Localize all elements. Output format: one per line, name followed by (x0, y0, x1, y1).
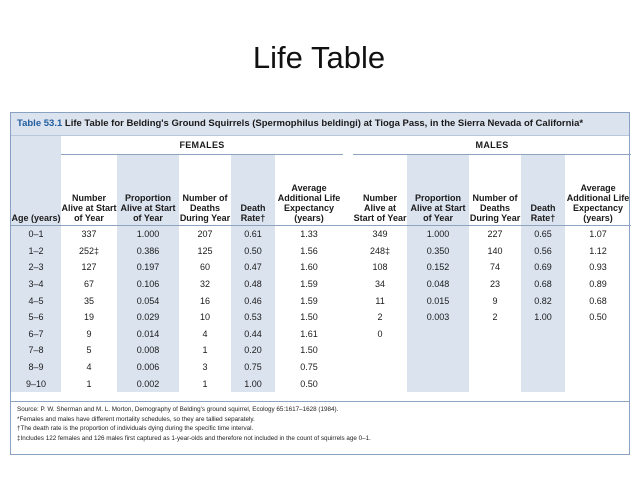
cell-f-prop: 0.014 (117, 326, 179, 343)
cell-f-prop: 0.106 (117, 276, 179, 293)
cell-m-prop: 0.152 (407, 259, 469, 276)
cell-m-prop (407, 359, 469, 376)
cell-f-alive: 9 (86, 328, 92, 339)
cell-f-rate: 0.48 (231, 276, 275, 293)
cell-f-life: 1.50 (300, 312, 318, 323)
cell-m-prop (407, 375, 469, 392)
cell-f-prop: 0.029 (117, 309, 179, 326)
cell-f-prop: 1.000 (117, 226, 179, 243)
footnote-asterisk: *Females and males have different mortality schedules, so they are tallied separately. (17, 415, 255, 423)
cell-f-rate: 0.44 (231, 326, 275, 343)
table-caption (11, 113, 629, 136)
cell-f-life: 1.50 (300, 345, 318, 356)
col-f-deaths: Number of Deaths During Year (179, 193, 231, 223)
cell-m-alive: 108 (372, 262, 388, 273)
cell-m-prop: 0.350 (407, 243, 469, 260)
cell-m-alive: 349 (353, 226, 407, 243)
cell-m-deaths: 9 (492, 295, 498, 306)
cell-f-prop: 0.006 (117, 359, 179, 376)
cell-m-alive: 248‡ (370, 245, 391, 256)
cell-f-life: 1.56 (300, 245, 318, 256)
cell-m-rate: 0.69 (521, 259, 565, 276)
cell-age: 9–10 (11, 375, 61, 392)
footnote-dagger: †The death rate is the proportion of individuals dying during the specific time interval. (17, 425, 254, 432)
cell-m-deaths (469, 359, 521, 376)
cell-m-rate: 0.65 (521, 226, 565, 243)
cell-m-deaths: 74 (490, 262, 501, 273)
column-gap (343, 342, 353, 359)
cell-m-prop: 0.048 (407, 276, 469, 293)
cell-f-prop: 0.002 (117, 375, 179, 392)
table-row (11, 226, 631, 243)
cell-m-deaths: 140 (487, 245, 503, 256)
cell-f-life: 1.33 (275, 226, 343, 243)
col-m-life-expectancy: Average Additional Life Expectancy (years) (566, 183, 630, 223)
cell-m-life (565, 375, 631, 392)
cell-f-alive: 4 (86, 362, 92, 373)
cell-f-alive: 35 (83, 295, 94, 306)
cell-m-rate: 0.68 (521, 276, 565, 293)
cell-m-prop (407, 326, 469, 343)
cell-f-alive: 1 (86, 378, 92, 389)
life-table-grid (11, 136, 631, 392)
cell-f-deaths: 32 (199, 279, 210, 290)
cell-m-life (565, 326, 631, 343)
females-group-header: FEMALES (61, 136, 343, 155)
cell-f-life: 0.75 (300, 362, 318, 373)
column-gap (343, 226, 353, 243)
cell-m-deaths: 23 (490, 279, 501, 290)
col-m-deaths: Number of Deaths During Year (469, 193, 521, 223)
cell-m-prop (407, 342, 469, 359)
cell-age: 2–3 (11, 259, 61, 276)
cell-m-rate (521, 326, 565, 343)
column-gap (343, 309, 353, 326)
cell-age: 6–7 (11, 326, 61, 343)
table-row (11, 359, 631, 376)
cell-m-alive: 2 (377, 312, 383, 323)
cell-m-rate (521, 342, 565, 359)
cell-age: 5–6 (11, 309, 61, 326)
table-caption-text: Life Table for Belding's Ground Squirrels (Spermophilus beldingi) at Tioga Pass, in the Sierra Nevada of California* (64, 118, 584, 129)
cell-f-prop: 0.054 (117, 292, 179, 309)
table-footnotes (11, 401, 629, 454)
col-m-proportion: Proportion Alive at Start of Year (407, 155, 469, 226)
slide-title: Life Table (252, 40, 386, 75)
col-age: Age (years) (11, 155, 61, 226)
table-row (11, 276, 631, 293)
cell-f-prop: 0.197 (117, 259, 179, 276)
cell-age: 1–2 (11, 243, 61, 260)
cell-f-deaths: 3 (202, 362, 208, 373)
cell-age: 4–5 (11, 292, 61, 309)
table-row (11, 243, 631, 260)
cell-f-rate: 0.46 (231, 292, 275, 309)
table-number: Table 53.1 (17, 118, 63, 129)
life-table (10, 112, 630, 455)
column-gap (343, 243, 353, 260)
cell-f-deaths: 125 (197, 245, 213, 256)
table-body (11, 226, 631, 392)
cell-m-deaths: 227 (469, 226, 521, 243)
cell-age: 3–4 (11, 276, 61, 293)
cell-f-life: 1.61 (300, 328, 318, 339)
cell-f-alive: 67 (83, 279, 94, 290)
cell-f-alive: 5 (86, 345, 92, 356)
cell-f-life: 1.60 (300, 262, 318, 273)
cell-m-life: 1.07 (565, 226, 631, 243)
footnote-double-dagger: ‡Includes 122 females and 126 males first captured as 1-year-olds and therefore not included in the count of squirrels age 0–1. (17, 434, 371, 442)
column-gap (343, 259, 353, 276)
column-gap (343, 359, 353, 376)
cell-m-life: 1.12 (589, 245, 607, 256)
cell-m-life: 0.68 (589, 295, 607, 306)
cell-f-deaths: 207 (179, 226, 231, 243)
cell-m-life (565, 342, 631, 359)
table-row (11, 326, 631, 343)
cell-age: 7–8 (11, 342, 61, 359)
col-f-proportion: Proportion Alive at Start of Year (117, 155, 179, 226)
cell-f-deaths: 60 (199, 262, 210, 273)
col-f-alive: Number Alive at Start of Year (61, 193, 117, 223)
table-row (11, 292, 631, 309)
column-gap (343, 326, 353, 343)
cell-m-deaths (469, 342, 521, 359)
header-spacer (11, 136, 61, 155)
cell-f-prop: 0.386 (117, 243, 179, 260)
col-f-death-rate: Death Rate† (231, 155, 275, 226)
cell-m-deaths: 2 (492, 312, 498, 323)
cell-f-alive: 19 (83, 312, 94, 323)
cell-age: 8–9 (11, 359, 61, 376)
col-m-alive: Number Alive at Start of Year (353, 193, 407, 223)
cell-m-life (565, 359, 631, 376)
cell-f-rate: 0.75 (231, 359, 275, 376)
table-row (11, 375, 631, 392)
cell-f-deaths: 4 (202, 328, 208, 339)
cell-f-deaths: 1 (202, 345, 208, 356)
table-row (11, 259, 631, 276)
cell-f-deaths: 1 (202, 378, 208, 389)
column-gap (343, 375, 353, 392)
cell-f-rate: 0.53 (231, 309, 275, 326)
table-row (11, 342, 631, 359)
table-row (11, 309, 631, 326)
cell-m-rate (521, 359, 565, 376)
cell-m-prop: 0.015 (407, 292, 469, 309)
cell-m-alive: 11 (375, 295, 385, 306)
cell-age: 0–1 (11, 226, 61, 243)
column-gap (343, 276, 353, 293)
cell-m-alive (353, 359, 407, 376)
col-f-life-expectancy: Average Additional Life Expectancy (years) (277, 183, 341, 223)
cell-m-alive (353, 342, 407, 359)
cell-m-life: 0.89 (589, 279, 607, 290)
cell-m-rate: 0.56 (521, 243, 565, 260)
cell-f-deaths: 16 (199, 295, 210, 306)
cell-m-life: 0.93 (589, 262, 607, 273)
males-group-header: MALES (353, 136, 631, 155)
cell-m-alive (353, 375, 407, 392)
cell-m-alive: 0 (377, 328, 383, 339)
cell-f-life: 1.59 (300, 279, 318, 290)
cell-m-alive: 34 (375, 279, 386, 290)
cell-f-rate: 0.47 (231, 259, 275, 276)
cell-f-life: 0.50 (300, 378, 318, 389)
cell-f-prop: 0.008 (117, 342, 179, 359)
cell-m-prop: 0.003 (407, 309, 469, 326)
footnote-source: Source: P. W. Sherman and M. L. Morton, Demography of Belding's ground squirrel, Ecology 65:1617–1628 (1984). (17, 406, 339, 413)
cell-m-deaths (469, 375, 521, 392)
cell-f-life: 1.59 (300, 295, 318, 306)
col-m-death-rate: Death Rate† (521, 155, 565, 226)
column-gap (343, 292, 353, 309)
cell-f-rate: 0.20 (231, 342, 275, 359)
cell-f-alive: 127 (81, 262, 97, 273)
cell-m-rate: 1.00 (521, 309, 565, 326)
cell-f-deaths: 10 (199, 312, 210, 323)
cell-m-deaths (469, 326, 521, 343)
cell-f-rate: 0.61 (231, 226, 275, 243)
cell-m-rate (521, 375, 565, 392)
cell-m-life: 0.50 (589, 312, 607, 323)
cell-m-prop: 1.000 (407, 226, 469, 243)
cell-f-alive: 252‡ (78, 245, 100, 256)
cell-f-alive: 337 (61, 226, 117, 243)
cell-f-rate: 1.00 (231, 375, 275, 392)
cell-m-rate: 0.82 (521, 292, 565, 309)
cell-f-rate: 0.50 (231, 243, 275, 260)
